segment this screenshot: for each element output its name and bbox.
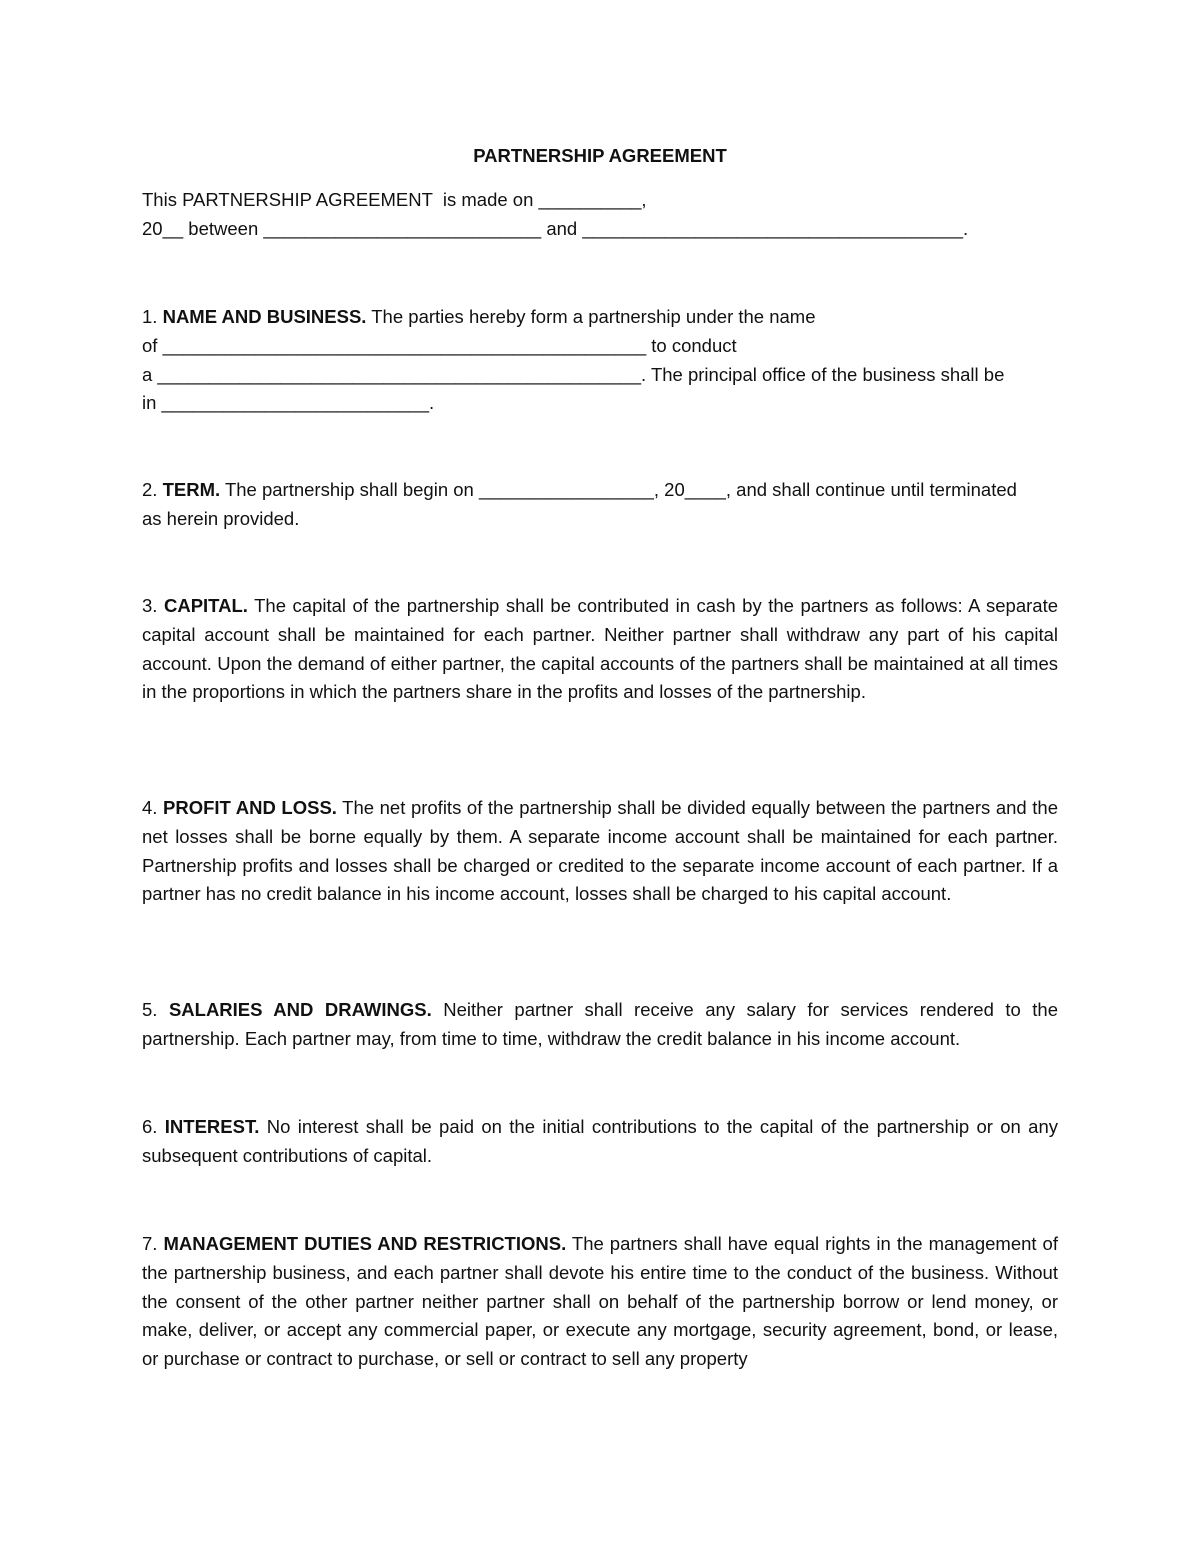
section-4-body: The net profits of the partnership shall be divided equally between the partners and the net losses shall be borne equally by them. A separate income account shall be maintained for each partner. Partnership profits and losses shall be charged or credited to the separate income account of each partner. If a partner has no credit balance in his income account, losses shall be charged to his capital account. — [142, 797, 1059, 905]
section-3-paragraph — [142, 592, 1058, 707]
section-7-paragraph — [142, 1230, 1058, 1374]
section-term — [142, 476, 1058, 534]
section-salaries-and-drawings — [142, 996, 1058, 1054]
section-5-heading: SALARIES AND DRAWINGS. — [168, 999, 432, 1020]
section-2-number: 2. — [142, 479, 158, 500]
section-3-body: The capital of the partnership shall be contributed in cash by the partners as follows: A separate capital account shall be maintained for each partner. Neither partner shall withdraw any part of his capital account. Upon the demand of either partner, the capital accounts of the partners shall be maintained at all times in the proportions in which the partners share in the profits and losses of the partnership. — [142, 595, 1058, 703]
section-4-paragraph — [142, 794, 1058, 909]
section-7-body: The partners shall have equal rights in the management of the partnership business, and each partner shall devote his entire time to the conduct of the business. Without the consent of the other partner neither partner shall on behalf of the partnership borrow or lend money, or make, deliver, or accept any commercial paper, or execute any mortgage, security agreement, bond, or lease, or purchase or contract to purchase, or sell or contract to sell any property — [142, 1233, 1058, 1370]
section-5-paragraph — [142, 996, 1058, 1054]
intro-line-1: This PARTNERSHIP AGREEMENT is made on __________, — [142, 189, 647, 210]
section-3-heading: CAPITAL. — [163, 595, 248, 616]
section-1-number: 1. — [142, 306, 158, 327]
intro-line-2: 20__ between ___________________________ and _____________________________________. — [142, 217, 969, 239]
section-1-line-3: a _______________________________________________. The principal office of the business shall be — [142, 363, 1005, 385]
document-title: PARTNERSHIP AGREEMENT — [473, 145, 727, 166]
section-6-number: 6. — [142, 1116, 158, 1137]
section-1-line-4: in __________________________. — [142, 392, 435, 414]
section-2-line-1-text: The partnership shall begin on _________________, 20____, and shall continue until terminated — [220, 479, 1017, 500]
section-6-heading: INTEREST. — [164, 1116, 260, 1137]
section-3-number: 3. — [142, 595, 158, 616]
section-1-heading: NAME AND BUSINESS. — [162, 306, 367, 327]
section-capital — [142, 592, 1058, 707]
section-5-number: 5. — [142, 999, 158, 1020]
section-4-heading: PROFIT AND LOSS. — [163, 797, 337, 818]
section-7-heading: MANAGEMENT DUTIES AND RESTRICTIONS. — [163, 1233, 567, 1254]
section-2-line-2: as herein provided. — [142, 507, 300, 529]
section-name-and-business — [142, 303, 1058, 418]
section-1-line-1 — [142, 303, 1058, 332]
section-6-paragraph — [142, 1113, 1058, 1171]
section-2-line-1 — [142, 476, 1058, 505]
section-management-duties — [142, 1230, 1058, 1374]
section-4-number: 4. — [142, 797, 158, 818]
section-profit-and-loss — [142, 794, 1058, 909]
section-1-line-2: of _______________________________________________ to conduct — [142, 334, 737, 356]
section-6-body: No interest shall be paid on the initial contributions to the capital of the partnership or on any subsequent contributions of capital. — [142, 1116, 1059, 1166]
section-2-heading: TERM. — [162, 479, 221, 500]
section-7-number: 7. — [142, 1233, 158, 1254]
section-5-body: Neither partner shall receive any salary for services rendered to the partnership. Each partner may, from time to time, withdraw the credit balance in his income account. — [142, 999, 1058, 1049]
section-1-line-1-text: The parties hereby form a partnership under the name — [366, 306, 816, 327]
intro-paragraph — [142, 186, 1058, 244]
section-interest — [142, 1113, 1058, 1171]
